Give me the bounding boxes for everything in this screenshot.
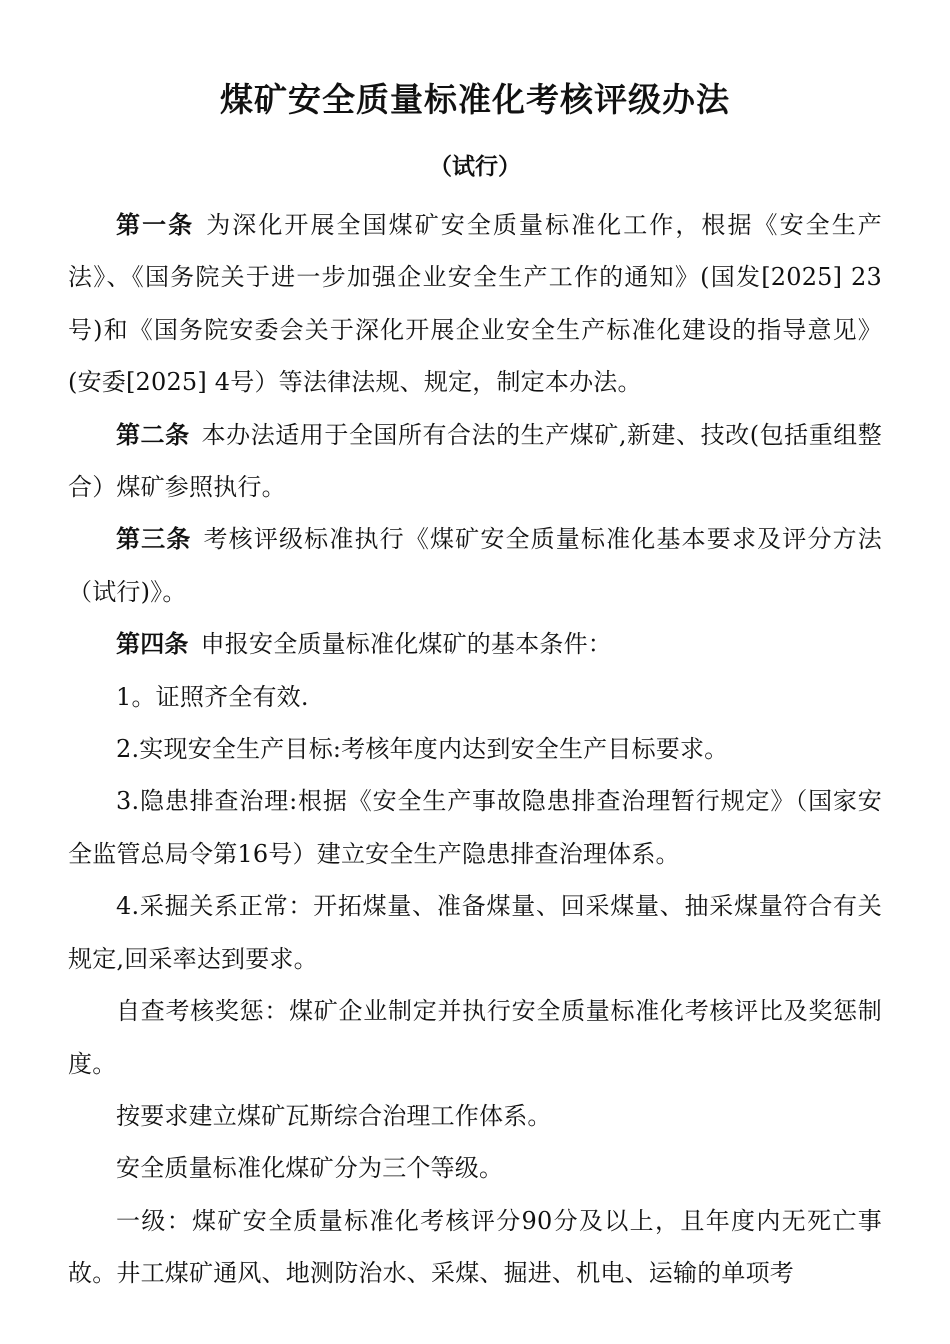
article-1 bbox=[68, 199, 882, 409]
condition-item: 1。证照齐全有效. bbox=[116, 682, 309, 711]
article-label: 第三条 bbox=[116, 525, 192, 554]
condition-item: 3.隐患排查治理:根据《安全生产事故隐患排查治理暂行规定》（国家安全监管总局令第16号）建立安全生产隐患排查治理体系。 bbox=[68, 787, 882, 868]
body-paragraph: 一级：煤矿安全质量标准化考核评分90分及以上，且年度内无死亡事故。井工煤矿通风、地测防治水、采煤、掘进、机电、运输的单项考 bbox=[68, 1206, 882, 1288]
article-text: 申报安全质量标准化煤矿的基本条件： bbox=[200, 630, 613, 659]
article-4 bbox=[68, 618, 882, 670]
article-text: 考核评级标准执行《煤矿安全质量标准化基本要求及评分方法（试行)》。 bbox=[68, 525, 882, 606]
body-paragraph: 自查考核奖惩：煤矿企业制定并执行安全质量标准化考核评比及奖惩制度。 bbox=[68, 997, 882, 1078]
document-title: 煤矿安全质量标准化考核评级办法 bbox=[220, 80, 730, 119]
article-text: 为深化开展全国煤矿安全质量标准化工作，根据《安全生产法》、《国务院关于进一步加强企业安全生产工作的通知》(国发[2025] 23号)和《国务院安委会关于深化开展企业安全生产标准化建设的指导意见》(安委[2025] 4号）等法律法规、规定，制定本办法。 bbox=[68, 211, 882, 397]
body-paragraph: 按要求建立煤矿瓦斯综合治理工作体系。 bbox=[116, 1101, 552, 1130]
document-body bbox=[68, 199, 882, 1300]
body-paragraph: 安全质量标准化煤矿分为三个等级。 bbox=[116, 1154, 504, 1183]
article-label: 第二条 bbox=[116, 420, 190, 449]
article-2 bbox=[68, 409, 882, 514]
article-3 bbox=[68, 513, 882, 618]
article-label: 第四条 bbox=[116, 630, 189, 659]
condition-item: 4.采掘关系正常：开拓煤量、准备煤量、回采煤量、抽采煤量符合有关规定,回采率达到要求。 bbox=[68, 892, 882, 973]
article-label: 第一条 bbox=[116, 211, 195, 239]
document-subtitle: （试行） bbox=[429, 153, 521, 180]
article-text: 本办法适用于全国所有合法的生产煤矿,新建、技改(包括重组整合）煤矿参照执行。 bbox=[68, 420, 882, 502]
condition-item: 2.实现安全生产目标:考核年度内达到安全生产目标要求。 bbox=[116, 735, 729, 764]
